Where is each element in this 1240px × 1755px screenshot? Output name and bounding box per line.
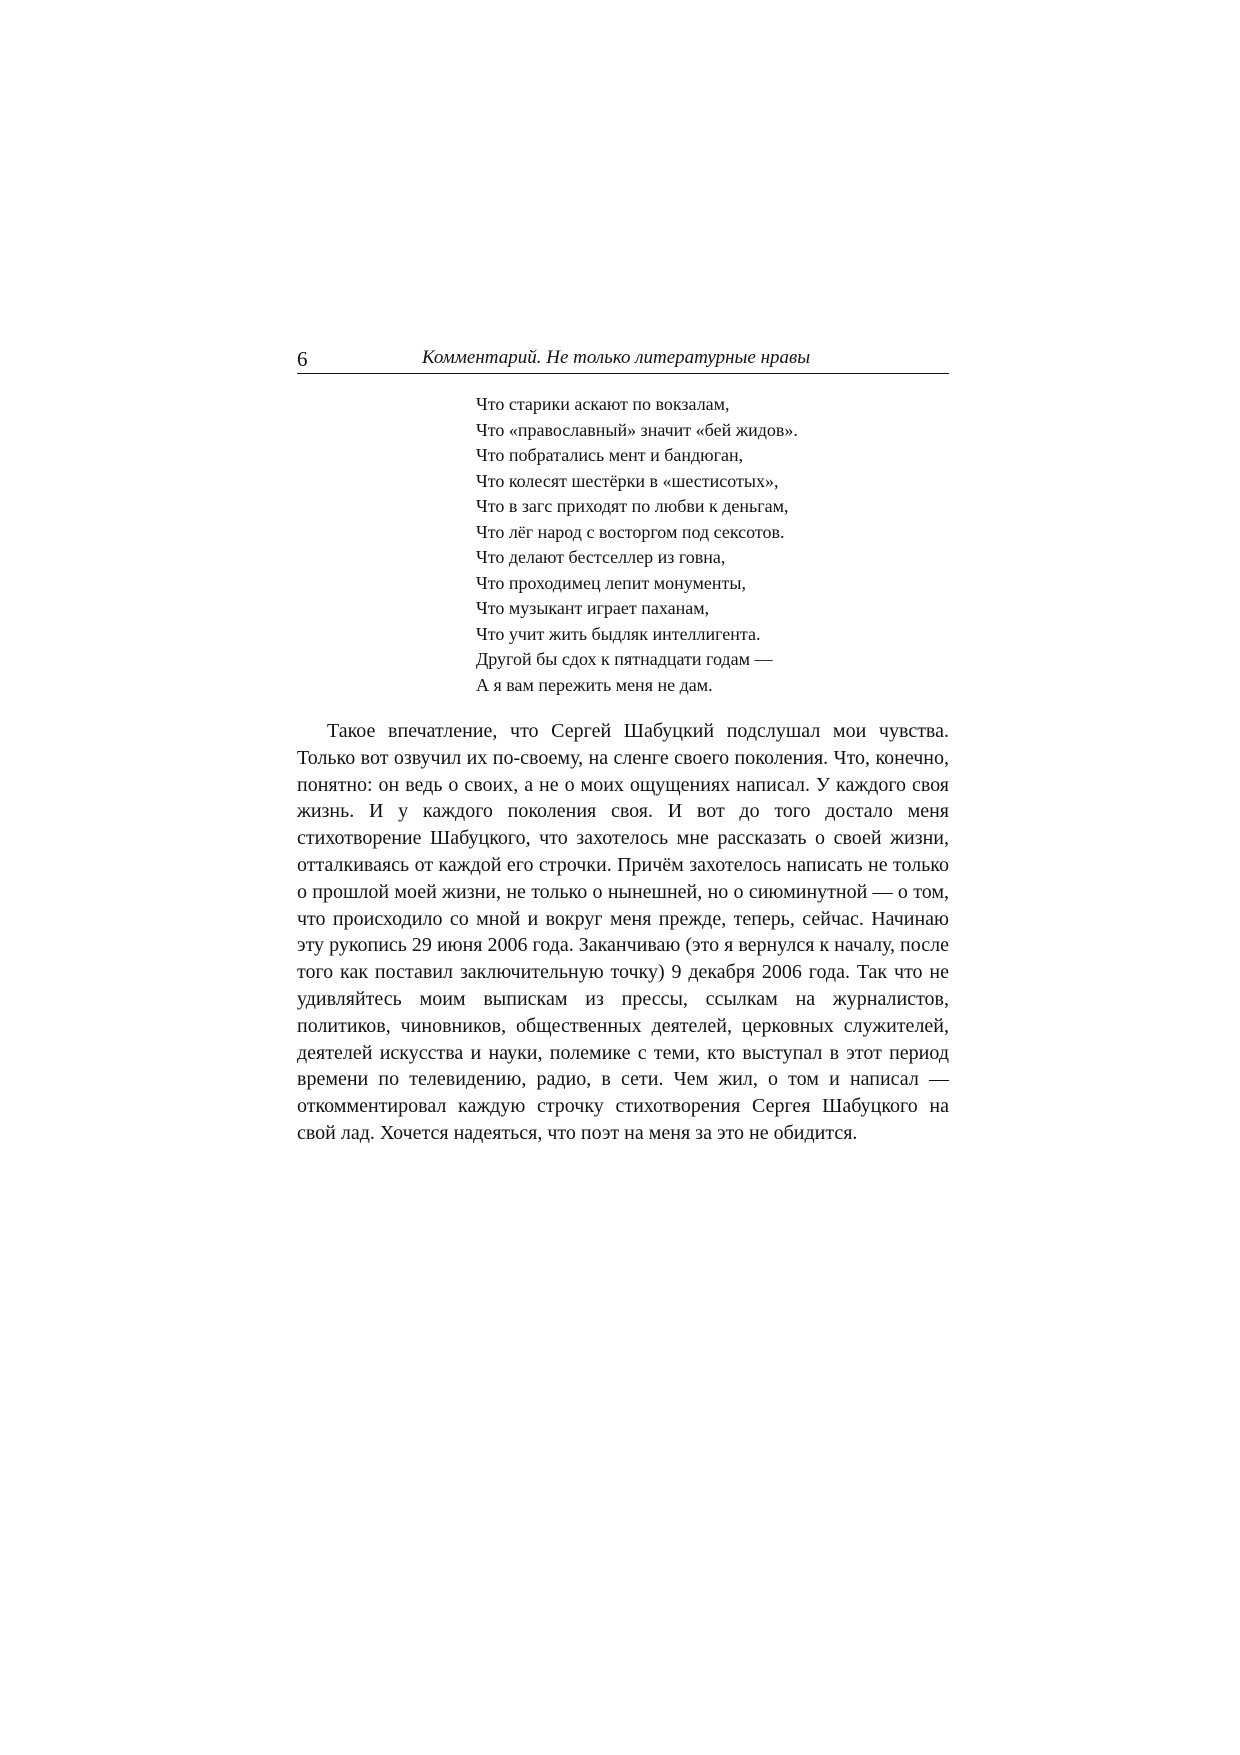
- body-paragraph: Такое впечатление, что Сергей Шабуцкий подслушал мои чувства. Только вот озвучил их по-своему, на сленге своего поколения. Что, конечно, понятно: он ведь о своих, а не о моих ощущениях написал. У каждого своя жизнь. И у каждого поколения своя. И вот до того достало меня стихотворение Шабуцкого, что захотелось мне рассказать о своей жизни, отталкиваясь от каждой его строчки. Причём захотелось написать не только о прошлой моей жизни, не только о нынешней, но о сиюминутной — о том, что происходило со мной и вокруг меня прежде, теперь, сейчас. Начинаю эту рукопись 29 июня 2006 года. Заканчиваю (это я вернулся к началу, после того как поставил заключительную точку) 9 декабря 2006 года. Так что не удивляйтесь моим выпискам из прессы, ссылкам на журналистов, политиков, чиновников, общественных деятелей, церковных служителей, деятелей искусства и науки, полемике с теми, кто выступал в этот период времени по телевидению, радио, в сети. Чем жил, о том и написал — откомментировал каждую строчку стихотворения Сергея Шабуцкого на свой лад. Хочется надеяться, что поэт на меня за это не обидится.: [297, 720, 949, 1144]
- poem-line: Что проходимец лепит монументы,: [476, 572, 746, 593]
- poem-line: Что музыкант играет паханам,: [476, 598, 710, 618]
- poem-line: Что старики аскают по вокзалам,: [476, 394, 730, 414]
- poem-line: Что лёг народ с восторгом под сексотов.: [476, 521, 785, 542]
- poem-line: Что колесят шестёрки в «шестисотых»,: [476, 470, 779, 491]
- poem-line: Что делают бестселлер из говна,: [476, 547, 726, 567]
- running-title: Комментарий. Не только литературные нравы: [422, 347, 811, 368]
- running-header: [297, 343, 949, 374]
- poem-line: Что в загс приходят по любви к деньгам,: [476, 496, 789, 516]
- page-number: 6: [297, 347, 308, 371]
- poem-line: Что учит жить быдляк интеллигента.: [476, 623, 761, 644]
- poem-line: Что «православный» значит «бей жидов».: [476, 419, 798, 440]
- poem-line: А я вам пережить меня не дам.: [476, 674, 713, 695]
- poem-line: Другой бы сдох к пятнадцати годам —: [476, 649, 773, 669]
- poem-epigraph: [476, 392, 798, 698]
- poem-line: Что побратались мент и бандюган,: [476, 445, 744, 465]
